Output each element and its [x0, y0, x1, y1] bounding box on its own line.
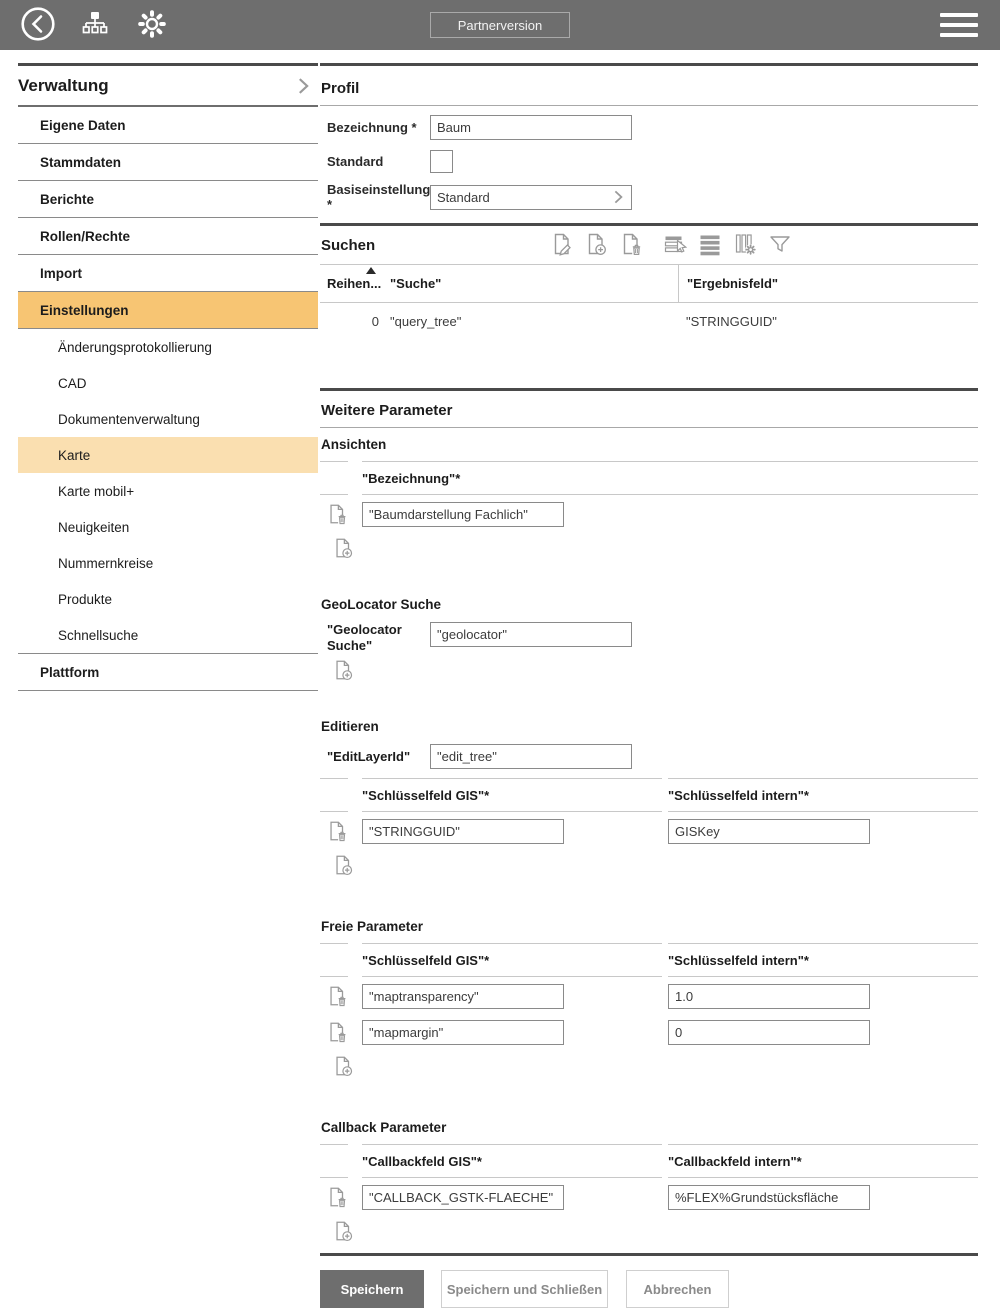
freie-parameter-title: Freie Parameter [321, 919, 424, 934]
cancel-button[interactable]: Abbrechen [626, 1270, 729, 1308]
weitere-parameter-title: Weitere Parameter [321, 402, 453, 419]
select-rows-button[interactable] [663, 232, 687, 259]
suchen-section-title: Suchen [321, 236, 376, 254]
delete-row-button[interactable] [325, 1020, 348, 1047]
back-icon [20, 6, 56, 42]
add-row-button[interactable] [332, 1219, 354, 1246]
sidebar [18, 63, 318, 691]
row-ergebnisfeld-value: "STRINGGUID" [686, 314, 777, 329]
sidebar-subitem-nummernkreise[interactable]: Nummernkreise [58, 555, 154, 571]
rows-view-button[interactable] [698, 232, 722, 259]
column-header-schluesselfeld-gis: "Schlüsselfeld GIS"* [362, 953, 490, 968]
suchen-table-row[interactable] [320, 303, 978, 388]
add-document-icon [332, 1054, 354, 1078]
freie-row [320, 1020, 978, 1047]
topbar [0, 0, 1000, 50]
chevron-right-icon [292, 75, 314, 97]
delete-row-button[interactable] [325, 984, 348, 1011]
save-button[interactable]: Speichern [320, 1270, 424, 1308]
ansichten-title: Ansichten [321, 437, 387, 452]
suchen-toolbar [549, 232, 792, 259]
divider [320, 105, 978, 106]
basiseinstellung-label: Basiseinstellung * [327, 182, 431, 212]
divider [320, 811, 978, 812]
sidebar-subitem-karte[interactable]: Karte [18, 437, 318, 473]
sidebar-item-stammdaten[interactable]: Stammdaten [18, 144, 318, 181]
sidebar-title-label: Verwaltung [18, 75, 109, 95]
editlayerid-input[interactable] [430, 744, 632, 769]
add-document-icon [332, 1219, 354, 1243]
basiseinstellung-value: Standard [437, 189, 490, 205]
chevron-right-icon [609, 188, 627, 206]
editieren-row [320, 819, 978, 846]
basiseinstellung-picker[interactable] [430, 185, 632, 210]
ansichten-row [320, 502, 978, 529]
sidebar-subitem-dokumentenverwaltung[interactable]: Dokumentenverwaltung [58, 411, 200, 427]
settings-gear-icon [134, 6, 170, 42]
bezeichnung-input[interactable] [430, 115, 632, 140]
editieren-intern-input[interactable] [668, 819, 870, 844]
rows-icon [698, 232, 722, 256]
delete-document-icon [326, 502, 348, 526]
callback-gis-input[interactable] [362, 1185, 564, 1210]
sidebar-subitem-aenderungsprotokollierung[interactable]: Änderungsprotokollierung [58, 339, 212, 355]
settings-button[interactable] [134, 6, 170, 45]
edit-document-button[interactable] [549, 232, 573, 259]
add-row-button[interactable] [332, 1054, 354, 1081]
delete-document-icon [326, 819, 348, 843]
select-rows-icon [663, 232, 687, 256]
add-document-icon [584, 232, 608, 256]
menu-icon [940, 13, 978, 17]
add-document-icon [332, 853, 354, 877]
hamburger-menu-button[interactable] [940, 8, 978, 42]
sidebar-item-einstellungen[interactable]: Einstellungen [18, 292, 318, 329]
add-row-button[interactable] [332, 536, 354, 563]
sidebar-subitem-schnellsuche[interactable]: Schnellsuche [58, 627, 139, 643]
sort-ascending-icon [366, 267, 376, 274]
editieren-table-header [320, 779, 978, 811]
column-header-ergebnisfeld[interactable]: "Ergebnisfeld" [678, 265, 978, 302]
filter-icon [768, 232, 792, 256]
delete-row-button[interactable] [325, 819, 348, 846]
add-document-button[interactable] [584, 232, 608, 259]
column-header-bezeichnung: "Bezeichnung"* [362, 471, 461, 486]
column-header-reihenfolge[interactable]: Reihen... [327, 276, 383, 291]
freie-table-header [320, 944, 978, 976]
row-order-value: 0 [371, 314, 379, 329]
sidebar-subitem-karte-mobil[interactable]: Karte mobil+ [58, 483, 135, 499]
save-and-close-button[interactable]: Speichern und Schließen [441, 1270, 608, 1308]
back-button[interactable] [20, 6, 56, 45]
sidebar-item-eigene-daten[interactable]: Eigene Daten [18, 107, 318, 144]
sidebar-subitem-neuigkeiten[interactable]: Neuigkeiten [58, 519, 130, 535]
row-suche-value: "query_tree" [390, 314, 462, 329]
footer-actions [320, 1270, 978, 1308]
freie-row [320, 984, 978, 1011]
sidebar-item-plattform[interactable]: Plattform [18, 653, 318, 691]
column-header-schluesselfeld-intern: "Schlüsselfeld intern"* [668, 953, 809, 968]
geolocator-label: "Geolocator Suche" [327, 622, 402, 653]
sitemap-icon [80, 9, 110, 39]
callback-parameter-title: Callback Parameter [321, 1120, 447, 1135]
sidebar-subitem-produkte[interactable]: Produkte [58, 591, 113, 607]
freie-intern-input-1[interactable] [668, 984, 870, 1009]
callback-table-header [320, 1145, 978, 1177]
ansichten-table-header [320, 462, 978, 494]
editlayerid-label: "EditLayerId" [327, 748, 411, 764]
sidebar-item-rollen-rechte[interactable]: Rollen/Rechte [18, 218, 318, 255]
add-document-icon [332, 536, 354, 560]
standard-label: Standard [327, 153, 384, 169]
add-row-button[interactable] [332, 658, 354, 685]
sidebar-subitem-cad[interactable]: CAD [58, 375, 87, 391]
filter-button[interactable] [768, 232, 792, 259]
delete-document-icon [326, 1185, 348, 1209]
editieren-gis-input[interactable] [362, 819, 564, 844]
edit-document-icon [549, 232, 573, 256]
geolocator-input[interactable] [430, 622, 632, 647]
sitemap-button[interactable] [80, 9, 110, 42]
freie-gis-input-2[interactable] [362, 1020, 564, 1045]
main-content [320, 63, 978, 1308]
divider [320, 976, 978, 977]
partnerversion-badge[interactable]: Partnerversion [430, 12, 570, 38]
divider [320, 1253, 978, 1256]
sidebar-item-import[interactable]: Import [18, 255, 318, 292]
column-header-callbackfeld-intern: "Callbackfeld intern"* [668, 1154, 802, 1169]
freie-gis-input-1[interactable] [362, 984, 564, 1009]
sidebar-title[interactable] [18, 66, 318, 107]
standard-checkbox[interactable] [430, 150, 453, 173]
add-row-button[interactable] [332, 853, 354, 880]
column-settings-icon [733, 232, 757, 256]
editieren-title: Editieren [321, 719, 379, 734]
column-header-suche[interactable]: "Suche" [390, 276, 442, 291]
divider [320, 1177, 978, 1178]
delete-row-button[interactable] [325, 1185, 348, 1212]
delete-document-icon [326, 1020, 348, 1044]
profil-section-title: Profil [321, 80, 360, 97]
delete-document-icon [619, 232, 643, 256]
delete-document-icon [326, 984, 348, 1008]
delete-document-button[interactable] [619, 232, 643, 259]
divider [320, 494, 978, 495]
sidebar-item-berichte[interactable]: Berichte [18, 181, 318, 218]
geolocator-title: GeoLocator Suche [321, 597, 442, 612]
column-header-schluesselfeld-gis: "Schlüsselfeld GIS"* [362, 788, 490, 803]
bezeichnung-label: Bezeichnung * [327, 119, 417, 135]
column-settings-button[interactable] [733, 232, 757, 259]
delete-row-button[interactable] [325, 502, 348, 529]
callback-intern-input[interactable] [668, 1185, 870, 1210]
suchen-table-header [320, 265, 978, 302]
column-header-callbackfeld-gis: "Callbackfeld GIS"* [362, 1154, 482, 1169]
add-document-icon [332, 658, 354, 682]
freie-intern-input-2[interactable] [668, 1020, 870, 1045]
callback-row [320, 1185, 978, 1212]
ansichten-bezeichnung-input[interactable] [362, 502, 564, 527]
column-header-schluesselfeld-intern: "Schlüsselfeld intern"* [668, 788, 809, 803]
